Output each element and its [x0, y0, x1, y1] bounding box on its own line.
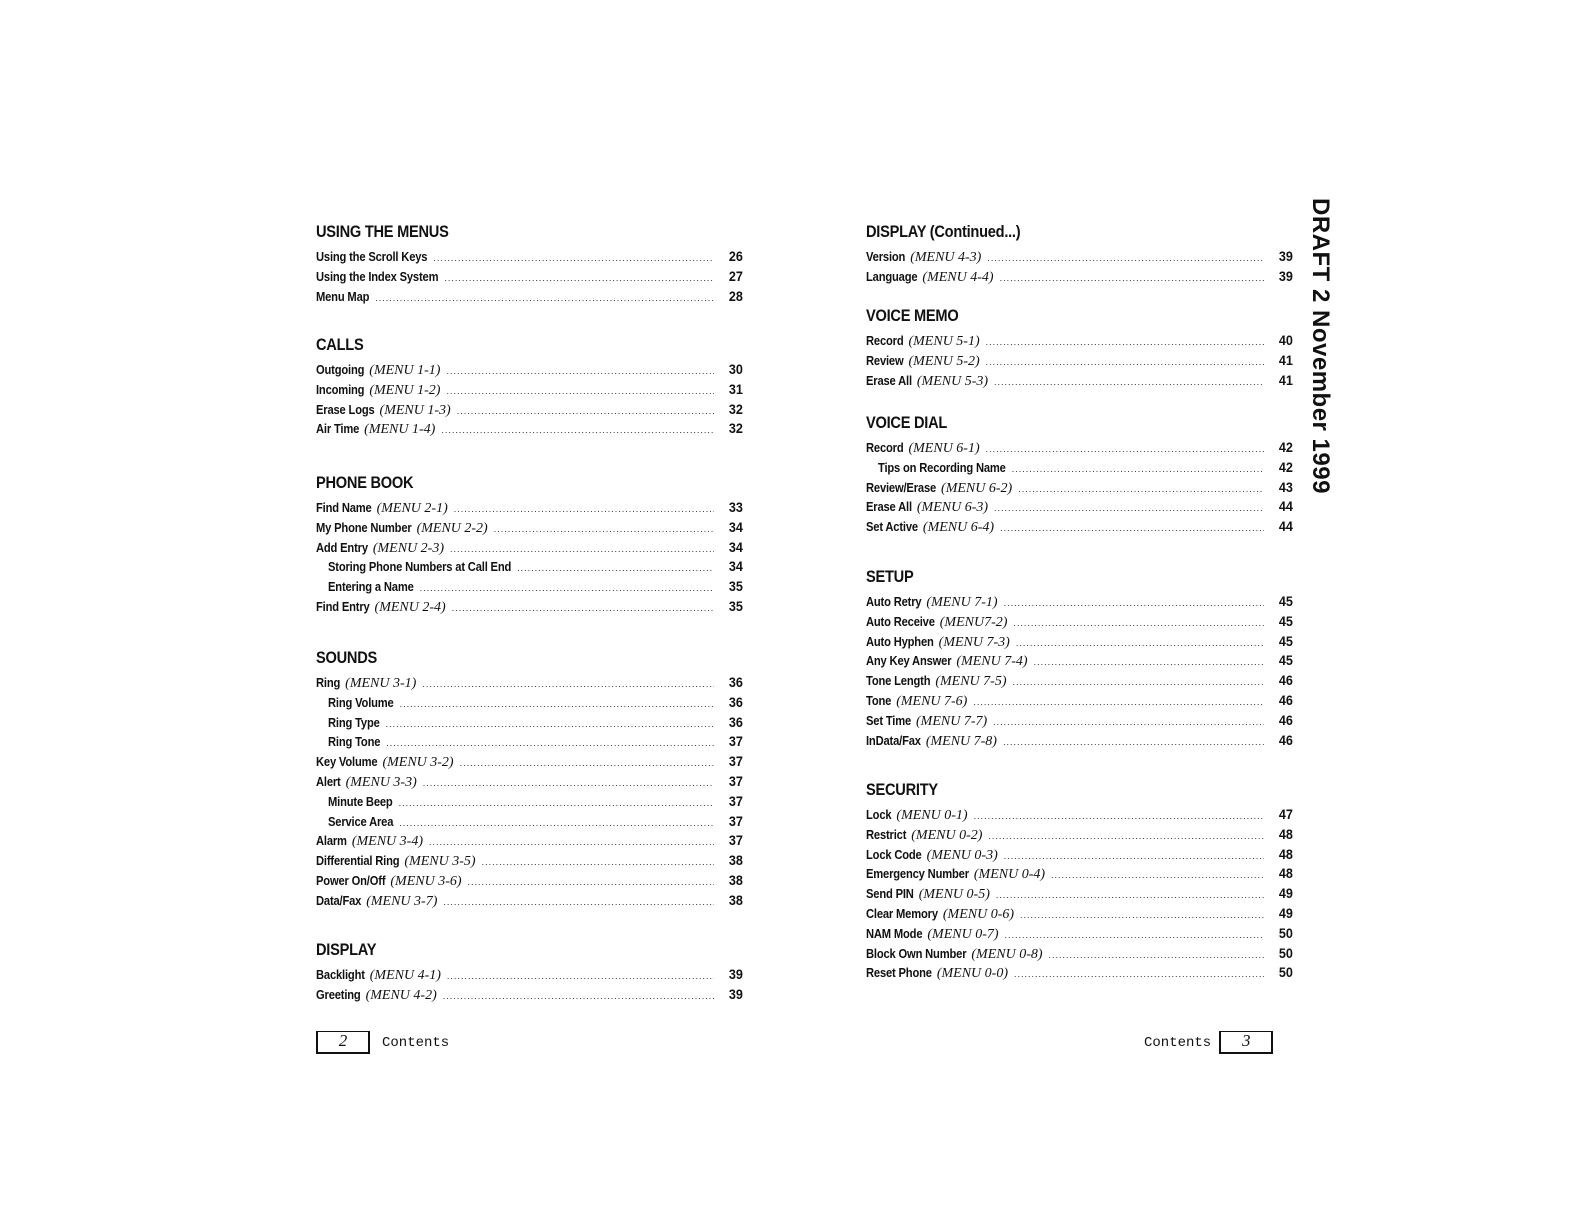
toc-entry [866, 439, 1294, 459]
entry-page-number: 41 [1278, 371, 1293, 388]
entry-page-number: 40 [1278, 332, 1293, 348]
entry-menu-code: (MENU 3-3) [345, 775, 417, 790]
dot-leader [987, 253, 1264, 263]
entry-page-number: 45 [1278, 593, 1293, 609]
entry-page-number: 34 [728, 518, 743, 535]
entry-page-number: 32 [728, 400, 743, 417]
entry-menu-code: (MENU 4-4) [922, 269, 994, 285]
toc-entry [866, 498, 1294, 518]
toc-entry [328, 733, 744, 753]
entry-label: Air Time [316, 421, 360, 437]
entry-page-number: 37 [728, 733, 743, 750]
entry-menu-code: (MENU 7-5) [935, 674, 1007, 690]
dot-leader [457, 406, 714, 416]
toc-entry [316, 773, 744, 793]
toc-entry [328, 793, 744, 813]
entry-menu-code: (MENU 2-3) [372, 540, 445, 556]
dot-leader [422, 679, 714, 689]
entry-menu-code: (MENU 0-5) [918, 887, 990, 903]
entry-page-number: 34 [728, 538, 743, 555]
dot-leader [443, 897, 714, 907]
entry-menu-code: (MENU 1-1) [369, 363, 441, 378]
entry-label: Tone [866, 693, 892, 708]
dot-leader [1004, 851, 1264, 861]
toc-entry [316, 598, 744, 618]
draft-stamp: DRAFT 2 November 1999 [1307, 198, 1334, 494]
entry-label: Auto Hyphen [866, 633, 934, 649]
section-title: DISPLAY (Continued...) [866, 222, 1021, 241]
dot-leader [452, 603, 714, 613]
entry-menu-code: (MENU 1-2) [369, 382, 441, 398]
entry-label: Set Time [866, 712, 912, 728]
toc-entry [328, 714, 744, 734]
page-number-box: 2 [316, 1031, 370, 1054]
dot-leader [399, 798, 714, 808]
toc-entry [866, 964, 1294, 984]
entry-menu-code: (MENU 2-4) [374, 600, 446, 615]
toc-entry [316, 499, 744, 519]
dot-leader [1013, 618, 1264, 628]
toc-entry [866, 826, 1294, 846]
toc-entry [878, 459, 1294, 479]
entry-page-number: 37 [728, 792, 743, 809]
entry-menu-code: (MENU 7-3) [938, 634, 1010, 650]
dot-leader [446, 366, 714, 376]
entry-page-number: 39 [728, 985, 743, 1002]
entry-page-number: 50 [1278, 924, 1293, 941]
entry-page-number: 35 [728, 578, 743, 595]
dot-leader [441, 425, 714, 435]
dot-leader [443, 991, 714, 1001]
dot-leader [1000, 273, 1264, 283]
entry-page-number: 38 [728, 852, 743, 869]
entry-menu-code: (MENU 7-8) [925, 733, 997, 749]
entry-menu-code: (MENU 7-1) [926, 595, 998, 610]
entry-menu-code: (MENU 7-7) [916, 713, 988, 729]
toc-entry [866, 672, 1294, 692]
entry-menu-code: (MENU 2-2) [416, 520, 488, 536]
toc-entry [866, 248, 1294, 268]
toc-entry [316, 381, 744, 401]
entry-label: Send PIN [866, 886, 914, 902]
dot-leader [1003, 737, 1264, 747]
footer-label: Contents [1144, 1034, 1212, 1051]
entry-label: Record [866, 333, 904, 348]
entry-page-number: 37 [728, 753, 743, 770]
entry-page-number: 38 [728, 872, 743, 888]
entry-menu-code: (MENU 6-1) [908, 441, 980, 456]
entry-label: Set Active [866, 519, 918, 535]
dot-leader [460, 758, 714, 768]
entry-label: Find Name [316, 500, 372, 515]
toc-entry [866, 593, 1294, 613]
entry-label: Restrict [866, 826, 907, 842]
toc-entry [328, 813, 744, 833]
dot-leader [986, 444, 1264, 454]
dot-leader [447, 971, 714, 981]
entry-menu-code: (MENU 1-3) [379, 402, 451, 418]
entry-menu-code: (MENU 0-7) [927, 926, 999, 942]
toc-entry [866, 732, 1294, 752]
entry-label: Clear Memory [866, 906, 938, 921]
dot-leader [446, 386, 714, 396]
entry-label: Tone Length [866, 673, 931, 689]
entry-label: Alert [316, 774, 341, 789]
dot-leader [400, 699, 714, 709]
dot-leader [420, 583, 714, 593]
entry-label: Entering a Name [328, 579, 414, 595]
dot-leader [1018, 484, 1264, 494]
entry-label: Menu Map [316, 288, 370, 304]
toc-entry [866, 945, 1294, 965]
entry-label: Add Entry [316, 539, 368, 555]
dot-leader [450, 544, 714, 554]
toc-entry [328, 558, 744, 578]
entry-label: Emergency Number [866, 866, 969, 882]
toc-entry [328, 578, 744, 598]
section-title: VOICE DIAL [866, 413, 948, 432]
entry-menu-code: (MENU 7-4) [956, 654, 1028, 670]
entry-menu-code: (MENU 0-4) [973, 867, 1046, 883]
entry-label: Lock Code [866, 846, 922, 862]
dot-leader [494, 524, 714, 534]
entry-menu-code: (MENU 7-6) [896, 694, 968, 709]
entry-label: Ring Volume [328, 694, 394, 710]
dot-leader [454, 504, 714, 514]
entry-page-number: 49 [1278, 885, 1293, 902]
entry-page-number: 30 [728, 361, 743, 377]
entry-label: Version [866, 249, 906, 264]
entry-label: Tips on Recording Name [878, 459, 1006, 475]
section-title: PHONE BOOK [316, 473, 414, 492]
footer-label: Contents [382, 1034, 450, 1051]
dot-leader [1000, 523, 1264, 533]
entry-label: Alarm [316, 833, 347, 849]
entry-menu-code: (MENU 4-2) [365, 987, 437, 1003]
dot-leader [1020, 910, 1264, 920]
entry-label: Erase All [866, 499, 912, 515]
entry-page-number: 34 [728, 558, 743, 575]
toc-entry [316, 288, 744, 308]
entry-label: Outgoing [316, 362, 365, 377]
dot-leader [444, 273, 714, 283]
entry-page-number: 46 [1278, 672, 1293, 689]
entry-page-number: 37 [728, 832, 743, 849]
entry-page-number: 46 [1278, 711, 1293, 728]
entry-label: Differential Ring [316, 853, 400, 869]
entry-page-number: 46 [1278, 731, 1293, 748]
entry-page-number: 36 [728, 693, 743, 710]
dot-leader [1004, 598, 1264, 608]
entry-page-number: 35 [728, 598, 743, 614]
dot-leader [386, 719, 714, 729]
entry-label: Ring [316, 675, 341, 690]
entry-menu-code: (MENU 4-3) [910, 250, 982, 265]
dot-leader [1034, 657, 1264, 667]
entry-label: NAM Mode [866, 925, 923, 941]
entry-menu-code: (MENU 3-1) [345, 676, 417, 691]
entry-label: Using the Scroll Keys [316, 249, 428, 264]
toc-entry [866, 352, 1294, 372]
toc-entry [316, 420, 744, 440]
entry-menu-code: (MENU 3-7) [366, 893, 438, 909]
toc-entry [866, 846, 1294, 866]
dot-leader [468, 877, 714, 887]
dot-leader [988, 831, 1264, 841]
entry-page-number: 38 [728, 891, 743, 908]
entry-label: Language [866, 268, 918, 284]
toc-entry [316, 832, 744, 852]
toc-entry [866, 633, 1294, 653]
entry-label: Incoming [316, 381, 365, 397]
entry-menu-code: (MENU 3-2) [382, 755, 454, 771]
toc-entry [316, 986, 744, 1006]
entry-label: Review [866, 352, 904, 368]
toc-entry [866, 479, 1294, 499]
entry-page-number: 28 [728, 287, 743, 304]
dot-leader [1013, 677, 1265, 687]
entry-page-number: 48 [1278, 865, 1293, 882]
entry-label: Key Volume [316, 754, 378, 770]
entry-menu-code: (MENU 0-8) [971, 946, 1043, 962]
dot-leader [1012, 464, 1264, 474]
toc-entry [316, 248, 744, 268]
entry-menu-code: (MENU 1-4) [364, 422, 436, 438]
dot-leader [974, 811, 1264, 821]
toc-entry [866, 692, 1294, 712]
entry-label: Ring Type [328, 714, 380, 730]
toc-entry [328, 694, 744, 714]
entry-page-number: 44 [1278, 498, 1293, 515]
toc-entry [866, 865, 1294, 885]
entry-page-number: 26 [728, 248, 743, 264]
entry-page-number: 47 [1278, 806, 1293, 822]
toc-entry [316, 361, 744, 381]
toc-entry [866, 905, 1294, 925]
toc-entry [316, 892, 744, 912]
entry-page-number: 46 [1278, 692, 1293, 708]
entry-menu-code: (MENU 5-1) [908, 334, 980, 349]
section-title: VOICE MEMO [866, 306, 959, 325]
dot-leader [994, 503, 1264, 513]
entry-page-number: 39 [1278, 267, 1293, 284]
dot-leader [994, 377, 1264, 387]
dot-leader [482, 857, 714, 867]
entry-menu-code: (MENU 6-4) [922, 520, 995, 536]
entry-menu-code: (MENU 4-1) [369, 968, 441, 983]
entry-label: Using the Index System [316, 268, 439, 284]
entry-menu-code: (MENU 3-6) [390, 874, 462, 889]
entry-label: Data/Fax [316, 892, 362, 908]
entry-label: Block Own Number [866, 945, 967, 961]
toc-entry [316, 872, 744, 892]
entry-page-number: 32 [728, 420, 743, 437]
dot-leader [399, 818, 714, 828]
entry-label: Greeting [316, 986, 361, 1002]
toc-entry [866, 885, 1294, 905]
entry-label: InData/Fax [866, 732, 921, 748]
entry-page-number: 45 [1278, 652, 1293, 669]
section-title: DISPLAY [316, 940, 377, 959]
entry-label: Any Key Answer [866, 653, 952, 669]
entry-label: Find Entry [316, 599, 370, 614]
entry-page-number: 37 [728, 812, 743, 829]
toc-entry [866, 613, 1294, 633]
left-page-footer [316, 1031, 449, 1054]
section-title: SECURITY [866, 780, 938, 799]
entry-label: Minute Beep [328, 793, 393, 809]
entry-page-number: 48 [1278, 845, 1293, 862]
entry-label: My Phone Number [316, 519, 412, 535]
section-title: SOUNDS [316, 648, 378, 667]
entry-page-number: 36 [728, 713, 743, 730]
toc-entry [866, 806, 1294, 826]
entry-label: Power On/Off [316, 873, 386, 888]
entry-page-number: 43 [1278, 478, 1293, 495]
dot-leader [986, 337, 1264, 347]
entry-page-number: 27 [728, 267, 743, 284]
entry-page-number: 42 [1278, 458, 1293, 475]
entry-label: Storing Phone Numbers at Call End [328, 559, 512, 575]
dot-leader [973, 697, 1264, 707]
toc-entry [316, 401, 744, 421]
dot-leader [429, 837, 714, 847]
entry-page-number: 48 [1278, 825, 1293, 842]
entry-menu-code: (MENU 0-3) [926, 847, 998, 863]
entry-page-number: 45 [1278, 632, 1293, 649]
entry-menu-code: (MENU 3-4) [351, 834, 423, 850]
entry-menu-code: (MENU 6-2) [941, 480, 1013, 496]
dot-leader [423, 778, 714, 788]
entry-page-number: 31 [728, 380, 743, 397]
entry-menu-code: (MENU 0-2) [911, 827, 983, 843]
entry-menu-code: (MENU 3-5) [404, 854, 476, 870]
entry-page-number: 39 [1278, 248, 1293, 264]
dot-leader [1049, 950, 1264, 960]
dot-leader [996, 890, 1264, 900]
entry-label: Service Area [328, 813, 394, 829]
dot-leader [375, 293, 714, 303]
entry-menu-code: (MENU 5-2) [908, 353, 980, 369]
dot-leader [993, 717, 1264, 727]
section-title: SETUP [866, 567, 914, 586]
entry-page-number: 41 [1278, 351, 1293, 368]
entry-page-number: 39 [728, 966, 743, 982]
dot-leader [1005, 930, 1264, 940]
entry-label: Reset Phone [866, 965, 932, 981]
entry-page-number: 44 [1278, 518, 1293, 535]
dot-leader [986, 357, 1264, 367]
entry-label: Backlight [316, 967, 365, 982]
entry-menu-code: (MENU7-2) [939, 614, 1008, 630]
section-title: CALLS [316, 335, 364, 354]
page-number-box: 3 [1219, 1031, 1273, 1054]
right-page-footer [1144, 1031, 1273, 1054]
toc-entry [316, 852, 744, 872]
toc-entry [866, 372, 1294, 392]
entry-page-number: 37 [728, 773, 743, 789]
entry-page-number: 50 [1278, 944, 1293, 961]
toc-entry [316, 519, 744, 539]
entry-page-number: 45 [1278, 612, 1293, 629]
entry-menu-code: (MENU 0-0) [936, 966, 1008, 982]
entry-menu-code: (MENU 0-1) [896, 808, 968, 823]
entry-label: Auto Receive [866, 613, 935, 629]
entry-label: Review/Erase [866, 479, 937, 495]
entry-page-number: 36 [728, 674, 743, 690]
entry-label: Record [866, 440, 904, 455]
entry-label: Erase All [866, 372, 912, 388]
dot-leader [1014, 969, 1264, 979]
toc-entry [316, 539, 744, 559]
toc-entry [866, 518, 1294, 538]
toc-entry [866, 332, 1294, 352]
entry-page-number: 33 [728, 499, 743, 515]
toc-entry [316, 268, 744, 288]
entry-page-number: 49 [1278, 905, 1293, 921]
entry-label: Ring Tone [328, 734, 381, 750]
toc-entry [316, 674, 744, 694]
dot-leader [517, 563, 714, 573]
toc-entry [866, 925, 1294, 945]
toc-entry [866, 652, 1294, 672]
dot-leader [386, 738, 714, 748]
toc-entry [316, 966, 744, 986]
dot-leader [433, 253, 714, 263]
dot-leader [1016, 638, 1264, 648]
section-title: USING THE MENUS [316, 222, 449, 241]
toc-entry [316, 753, 744, 773]
entry-label: Lock [866, 807, 892, 822]
entry-menu-code: (MENU 5-3) [916, 373, 989, 389]
entry-page-number: 42 [1278, 439, 1293, 455]
toc-entry [866, 712, 1294, 732]
toc-entry [866, 268, 1294, 288]
entry-menu-code: (MENU 0-6) [942, 907, 1015, 922]
entry-page-number: 50 [1278, 964, 1293, 981]
entry-menu-code: (MENU 6-3) [916, 500, 989, 516]
entry-menu-code: (MENU 2-1) [376, 501, 448, 516]
entry-label: Auto Retry [866, 594, 922, 609]
entry-label: Erase Logs [316, 401, 375, 417]
dot-leader [1051, 870, 1264, 880]
